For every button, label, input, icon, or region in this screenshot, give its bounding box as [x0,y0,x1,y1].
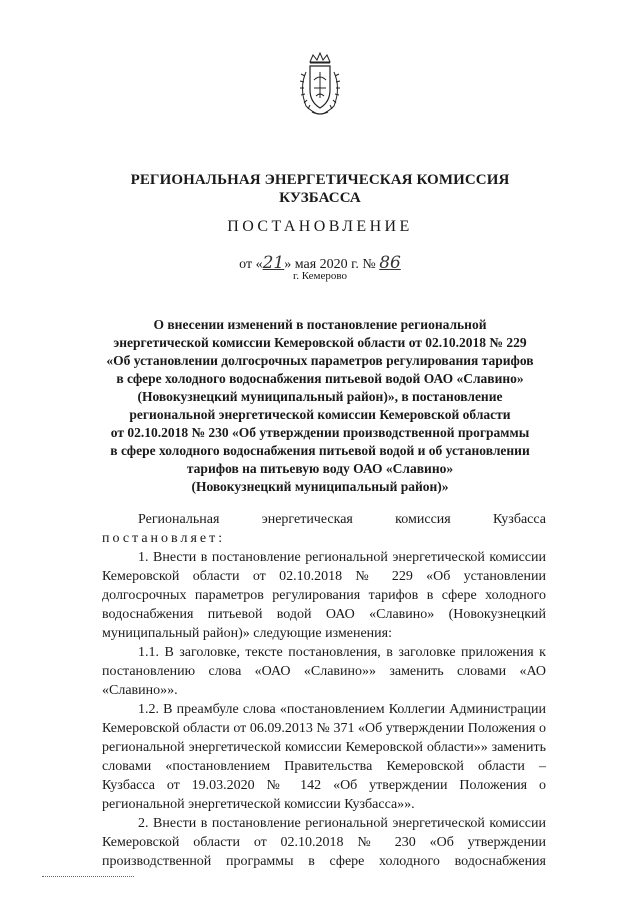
paragraph-1-1: 1.1. В заголовке, тексте постановления, в заголовке приложения к постановлению слова «ОАО «Славино»» заменить словами «АО «Славино»». [102,645,546,698]
intro-text: Региональная энергетическая комиссия Кузбасса [138,512,546,527]
resolves-text: постановляет: [102,531,226,546]
resolves-line [102,529,546,548]
subject-line: О внесении изменений в постановление региональной [153,317,487,332]
paragraph-1-2: 1.2. В преамбуле слова «постановлением Коллегии Администрации Кемеровской области от 06.09.2013 № 371 «Об утверждении Положения о региональной энергетической комиссии Кемеровской области»» заменить словами «постановлением Правительства Кемеровской области – Кузбасса от 19.03.2020 № 142 «Об утверждении Положения о региональной энергетической комиссии Кузбасса»». [102,702,546,812]
subject-line: в сфере холодного водоснабжения питьевой водой и об установлении [110,443,530,458]
subject-line: региональной энергетической комиссии Кемеровской области [129,407,511,422]
intro-paragraph [102,510,546,529]
subject-line: (Новокузнецкий муниципальный район)» [191,479,449,494]
date-month-year: » мая 2020 г. № [284,257,376,272]
paragraph-2: 2. Внести в постановление региональной энергетической комиссии Кемеровской области от 02.10.2018 № 230 «Об утверждении производственной программы в сфере холодного водоснабжения [102,816,546,869]
subject-line: тарифов на питьевую воду ОАО «Славино» [186,461,454,476]
city: г. Кемерово [292,270,348,282]
coat-of-arms-emblem [296,52,344,118]
subject-line: энергетической комиссии Кемеровской области от 02.10.2018 № 229 [113,335,527,350]
organization-title-line2: КУЗБАССА [279,190,361,206]
paragraph-1: 1. Внести в постановление региональной энергетической комиссии Кемеровской области от 02.10.2018 № 229 «Об установлении долгосрочных параметров регулирования тарифов в сфере холодного водоснабжения питьевой водой ОАО «Славино» (Новокузнецкий муниципальный район)» следующие изменения: [102,550,546,641]
handwritten-day: 21 [262,253,285,273]
subject-line: от 02.10.2018 № 230 «Об утверждении производственной программы [110,425,530,440]
handwritten-number: 86 [379,253,401,273]
organization-title-line1: РЕГИОНАЛЬНАЯ ЭНЕРГЕТИЧЕСКАЯ КОМИССИЯ [130,172,510,188]
footer-dotted-mark [42,876,134,877]
subject-line: «Об установлении долгосрочных параметров регулирования тарифов [106,353,534,368]
decree-body [102,510,546,871]
date-prefix: от « [239,257,263,272]
decree-subject [90,316,550,496]
subject-line: в сфере холодного водоснабжения питьевой водой ОАО «Славино» [116,371,524,386]
subject-line: (Новокузнецкий муниципальный район)», в постановление [137,389,503,404]
document-type: ПОСТАНОВЛЕНИЕ [227,218,413,235]
